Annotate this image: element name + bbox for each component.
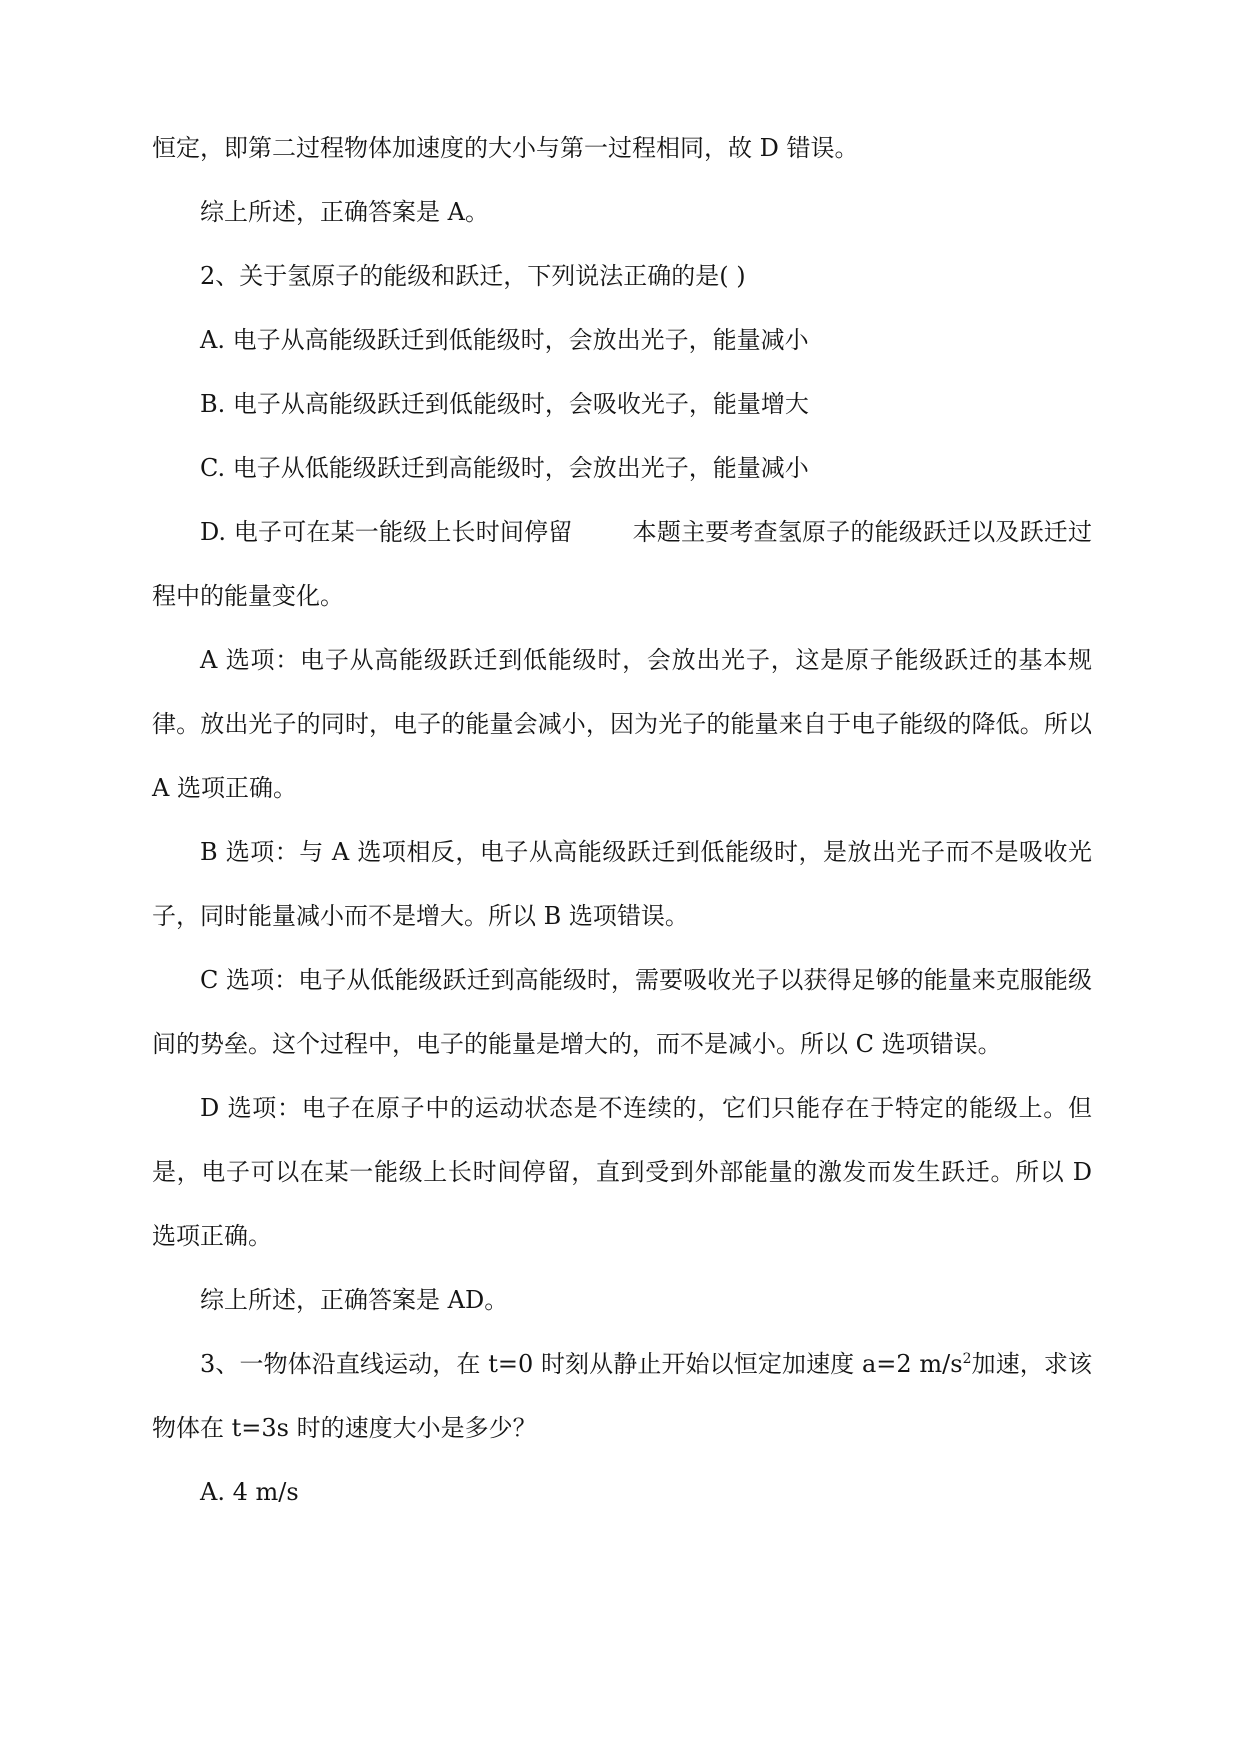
paragraph-continuation: 恒定，即第二过程物体加速度的大小与第一过程相同，故 D 错误。 <box>152 134 859 162</box>
analysis-intro: 本题主要考查氢原子的能级跃迁以及跃迁过程中的能量变化。 <box>152 518 1092 610</box>
question-3-option-a: A. 4 m/s <box>200 1478 299 1506</box>
superscript-squared: 2 <box>962 1351 972 1367</box>
question-3-part2: 加速，求该物体在 t=3s 时的速度大小是多少？ <box>152 1350 1093 1442</box>
question-2-option-a: A. 电子从高能级跃迁到低能级时，会放出光子，能量减小 <box>200 326 809 354</box>
analysis-option-a: A 选项：电子从高能级跃迁到低能级时，会放出光子，这是原子能级跃迁的基本规律。放出光子的同时，电子的能量会减小，因为光子的能量来自于电子能级的降低。所以 A 选项正确。 <box>152 646 1092 802</box>
question-2-option-c: C. 电子从低能级跃迁到高能级时，会放出光子，能量减小 <box>200 454 809 482</box>
answer-summary-q1: 综上所述，正确答案是 A。 <box>200 198 489 226</box>
answer-summary-q2: 综上所述，正确答案是 AD。 <box>200 1286 509 1314</box>
question-2-option-b: B. 电子从高能级跃迁到低能级时，会吸收光子，能量增大 <box>200 390 809 418</box>
option-d-text: D. 电子可在某一能级上长时间停留 <box>200 518 573 546</box>
question-3-part1: 3、一物体沿直线运动，在 t=0 时刻从静止开始以恒定加速度 a=2 m/s <box>200 1350 963 1378</box>
question-2-option-d-with-analysis <box>152 500 1092 628</box>
question-3-stem <box>152 1332 1092 1460</box>
question-2-stem: 2、关于氢原子的能级和跃迁，下列说法正确的是( ) <box>200 262 746 290</box>
analysis-option-b: B 选项：与 A 选项相反，电子从高能级跃迁到低能级时，是放出光子而不是吸收光子，同时能量减小而不是增大。所以 B 选项错误。 <box>152 838 1092 930</box>
analysis-option-c: C 选项：电子从低能级跃迁到高能级时，需要吸收光子以获得足够的能量来克服能级间的势垒。这个过程中，电子的能量是增大的，而不是减小。所以 C 选项错误。 <box>152 966 1092 1058</box>
analysis-option-d: D 选项：电子在原子中的运动状态是不连续的，它们只能存在于特定的能级上。但是，电子可以在某一能级上长时间停留，直到受到外部能量的激发而发生跃迁。所以 D 选项正确。 <box>152 1094 1092 1250</box>
